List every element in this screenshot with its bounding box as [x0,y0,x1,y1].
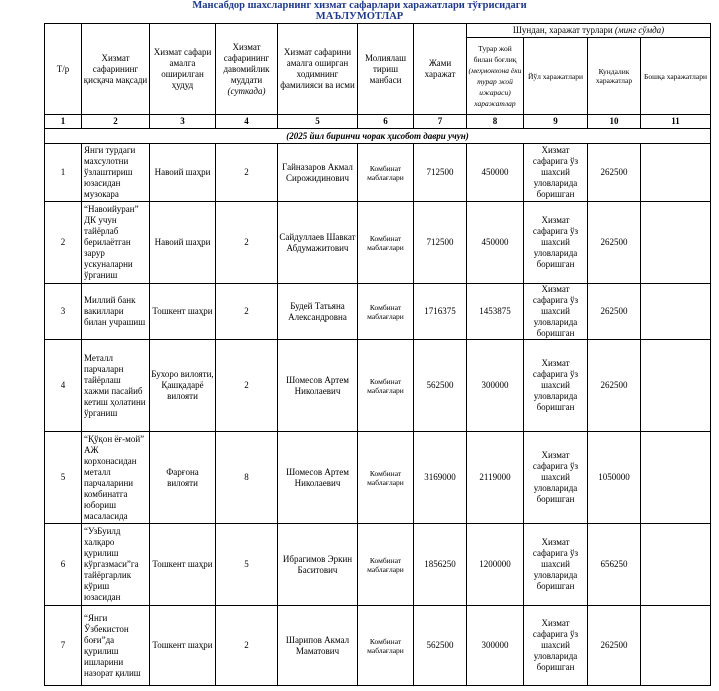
region-cell: Тошкент шаҳри [150,284,216,340]
housing-cell: 450000 [467,144,524,202]
col-number-10: 10 [588,115,641,129]
duration-cell: 8 [216,432,278,524]
header-employee: Хизмат сафарини амалга оширган ходимнинг фамилияси ва исми [278,24,358,115]
col-number-5: 5 [278,115,358,129]
other-cell [641,606,711,686]
header-region: Хизмат сафари амалга оширилган ҳудуд [150,24,216,115]
header-other: Бошқа харажатлари [641,38,711,115]
row-number: 4 [45,340,82,432]
expenses-table [44,23,711,686]
housing-cell: 450000 [467,202,524,284]
header-purpose: Хизмат сафарининг қисқача мақсади [82,24,150,115]
section-row [45,129,711,144]
source-cell: Комбинат маблағлари [358,432,414,524]
travel-cell: Хизмат сафарига ўз шахсий уловларида боришган [524,524,588,606]
employee-cell: Сайдуллаев Шавкат Абдумажитович [278,202,358,284]
header-housing [467,38,524,115]
region-cell: Тошкент шаҳри [150,524,216,606]
housing-cell: 300000 [467,340,524,432]
col-number-1: 1 [45,115,82,129]
row-number: 3 [45,284,82,340]
other-cell [641,524,711,606]
total-cell: 3169000 [414,432,467,524]
row-number: 6 [45,524,82,606]
duration-cell: 5 [216,524,278,606]
document-title [0,0,719,22]
col-number-7: 7 [414,115,467,129]
header-number: Т/р [45,24,82,115]
total-cell: 1856250 [414,524,467,606]
header-duration-text: Хизмат сафарининг давомийлик муддати [223,41,270,85]
travel-cell: Хизмат сафарига ўз шахсий уловларида боришган [524,202,588,284]
other-cell [641,202,711,284]
total-cell: 562500 [414,606,467,686]
housing-cell: 1453875 [467,284,524,340]
employee-cell: Ибрагимов Эркин Баситович [278,524,358,606]
title-line-1: Мансабдор шахсларнинг хизмат сафарлари харажатлари тўғрисидаги [192,0,527,11]
travel-cell: Хизмат сафарига ўз шахсий уловларида боришган [524,340,588,432]
duration-cell: 2 [216,340,278,432]
col-number-9: 9 [524,115,588,129]
col-number-8: 8 [467,115,524,129]
col-number-2: 2 [82,115,150,129]
header-source: Молиялаш тириш манбаси [358,24,414,115]
daily-cell: 1050000 [588,432,641,524]
total-cell: 1716375 [414,284,467,340]
col-number-11: 11 [641,115,711,129]
other-cell [641,284,711,340]
purpose-cell: Миллий банк вакиллари билан учрашиш [82,284,150,340]
employee-cell: Шарипов Акмал Маматович [278,606,358,686]
section-label: (2025 йил биринчи чорак ҳисобот даври учун) [45,129,711,144]
total-cell: 712500 [414,202,467,284]
header-duration [216,24,278,115]
purpose-cell: “Янги Ўзбекистон боғи”да қурилиш ишларини назорат қилиш [82,606,150,686]
source-cell: Комбинат маблағлари [358,606,414,686]
purpose-cell: “УзБуилд халқаро қурилиш кўргазмаси”га тайёргарлик кўриш юзасидан [82,524,150,606]
daily-cell: 262500 [588,202,641,284]
employee-cell: Шомесов Артем Николаевич [278,432,358,524]
employee-cell: Шомесов Артем Николаевич [278,340,358,432]
table-row [45,606,711,686]
row-number: 2 [45,202,82,284]
table-row [45,202,711,284]
row-number: 5 [45,432,82,524]
duration-cell: 2 [216,284,278,340]
table-row [45,340,711,432]
header-travel: Йўл харажатлари [524,38,588,115]
table-row [45,524,711,606]
daily-cell: 262500 [588,340,641,432]
header-expense-types [467,24,711,38]
other-cell [641,340,711,432]
source-cell: Комбинат маблағлари [358,524,414,606]
region-cell: Тошкент шаҳри [150,606,216,686]
travel-cell: Хизмат сафарига ўз шахсий уловларида боришган [524,606,588,686]
header-daily: Кундалик харажатлар [588,38,641,115]
housing-cell: 2119000 [467,432,524,524]
purpose-cell: “Қўқон ёғ-мой” АЖ корхонасидан металл парчаларини комбинатга юбориш масаласида [82,432,150,524]
employee-cell: Будей Татьяна Александровна [278,284,358,340]
duration-cell: 2 [216,144,278,202]
source-cell: Комбинат маблағлари [358,202,414,284]
table-row [45,284,711,340]
col-number-3: 3 [150,115,216,129]
source-cell: Комбинат маблағлари [358,284,414,340]
purpose-cell: Янги турдаги махсулотни ўзлаштириш юзасидан музокара [82,144,150,202]
purpose-cell: “Навоийуран” ДК учун тайёрлаб берилаётган зарур ускуналарни ўрганиш [82,202,150,284]
daily-cell: 262500 [588,284,641,340]
total-cell: 712500 [414,144,467,202]
daily-cell: 656250 [588,524,641,606]
employee-cell: Гайназаров Акмал Сирожидинович [278,144,358,202]
table-row [45,144,711,202]
travel-cell: Хизмат сафарига ўз шахсий уловларида боришган [524,432,588,524]
other-cell [641,144,711,202]
duration-cell: 2 [216,606,278,686]
row-number: 1 [45,144,82,202]
source-cell: Комбинат маблағлари [358,340,414,432]
column-number-row [45,115,711,129]
region-cell: Навоий шаҳри [150,144,216,202]
travel-cell: Хизмат сафарига ўз шахсий уловларида боришган [524,144,588,202]
row-number: 7 [45,606,82,686]
header-housing-text: Турар жой билан боғлиқ [473,44,517,64]
region-cell: Фарғона вилояти [150,432,216,524]
header-duration-unit: (суткада) [227,85,266,96]
daily-cell: 262500 [588,606,641,686]
housing-cell: 1200000 [467,524,524,606]
col-number-4: 4 [216,115,278,129]
other-cell [641,432,711,524]
travel-cell: Хизмат сафарига ўз шахсий уловларида боришган [524,284,588,340]
source-cell: Комбинат маблағлари [358,144,414,202]
region-cell: Бухоро вилояти, Қашқадарё вилояти [150,340,216,432]
title-line-2: МАЪЛУМОТЛАР [315,11,404,22]
header-group-text: Шундан, харажат турлари [512,25,613,35]
housing-cell: 300000 [467,606,524,686]
purpose-cell: Металл парчаларн тайёрлаш хажми пасайиб кетиш ҳолатини ўрганиш [82,340,150,432]
table-row [45,432,711,524]
header-housing-note: (меҳмонхона ёки турар жой ижараси) харажатлар [468,66,522,108]
duration-cell: 2 [216,202,278,284]
total-cell: 562500 [414,340,467,432]
daily-cell: 262500 [588,144,641,202]
header-total: Жами харажат [414,24,467,115]
region-cell: Навоий шаҳри [150,202,216,284]
col-number-6: 6 [358,115,414,129]
header-group-unit: (минг сўмда) [614,25,665,35]
